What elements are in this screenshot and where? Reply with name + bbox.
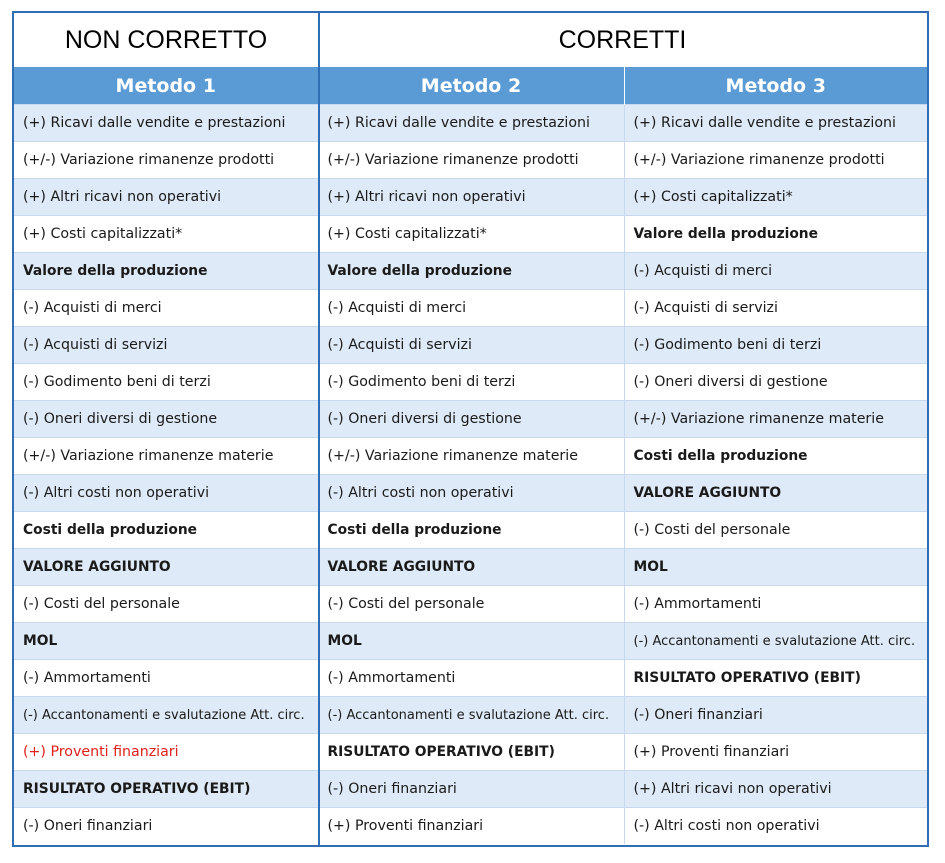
table-cell-method-1: Valore della produzione xyxy=(14,253,318,290)
table-row xyxy=(14,512,927,549)
table-cell-method-2: (+) Proventi finanziari xyxy=(318,808,624,845)
income-statement-comparison-table xyxy=(14,13,927,844)
table-cell-method-1: (+/-) Variazione rimanenze prodotti xyxy=(14,142,318,179)
table-cell-method-3: (-) Accantonamenti e svalutazione Att. circ. xyxy=(624,623,927,660)
table-cell-method-3: VALORE AGGIUNTO xyxy=(624,475,927,512)
table-cell-method-3: Costi della produzione xyxy=(624,438,927,475)
table-cell-method-2: (-) Godimento beni di terzi xyxy=(318,364,624,401)
table-cell-method-1: (+) Ricavi dalle vendite e prestazioni xyxy=(14,105,318,142)
table-cell-method-1: (-) Oneri diversi di gestione xyxy=(14,401,318,438)
table-cell-method-2: (-) Costi del personale xyxy=(318,586,624,623)
table-cell-method-1: (-) Oneri finanziari xyxy=(14,808,318,845)
table-cell-method-3: Valore della produzione xyxy=(624,216,927,253)
table-cell-method-3: (-) Oneri diversi di gestione xyxy=(624,364,927,401)
table-row xyxy=(14,660,927,697)
table-cell-method-2: (+) Costi capitalizzati* xyxy=(318,216,624,253)
table-cell-method-3: (+) Costi capitalizzati* xyxy=(624,179,927,216)
table-cell-method-2: (-) Oneri diversi di gestione xyxy=(318,401,624,438)
table-cell-method-1: (-) Acquisti di merci xyxy=(14,290,318,327)
table-cell-method-2: RISULTATO OPERATIVO (EBIT) xyxy=(318,734,624,771)
table-cell-method-2: (-) Acquisti di merci xyxy=(318,290,624,327)
table-cell-method-2: Valore della produzione xyxy=(318,253,624,290)
table-cell-method-1: (-) Acquisti di servizi xyxy=(14,327,318,364)
table-cell-method-3: (+/-) Variazione rimanenze prodotti xyxy=(624,142,927,179)
table-cell-method-1: (+/-) Variazione rimanenze materie xyxy=(14,438,318,475)
table-row xyxy=(14,253,927,290)
table-row xyxy=(14,734,927,771)
table-cell-method-1: (+) Proventi finanziari xyxy=(14,734,318,771)
method-header-3: Metodo 3 xyxy=(624,67,927,105)
table-cell-method-2: MOL xyxy=(318,623,624,660)
table-cell-method-3: RISULTATO OPERATIVO (EBIT) xyxy=(624,660,927,697)
table-row xyxy=(14,216,927,253)
table-cell-method-3: MOL xyxy=(624,549,927,586)
table-row xyxy=(14,771,927,808)
table-cell-method-3: (-) Godimento beni di terzi xyxy=(624,327,927,364)
table-cell-method-2: (-) Acquisti di servizi xyxy=(318,327,624,364)
table-cell-method-3: (+) Ricavi dalle vendite e prestazioni xyxy=(624,105,927,142)
table-body xyxy=(14,105,927,845)
table-cell-method-2: (+) Altri ricavi non operativi xyxy=(318,179,624,216)
table-row xyxy=(14,586,927,623)
table-cell-method-1: (-) Godimento beni di terzi xyxy=(14,364,318,401)
table-row xyxy=(14,549,927,586)
table-cell-method-1: (-) Altri costi non operativi xyxy=(14,475,318,512)
table-cell-method-3: (-) Oneri finanziari xyxy=(624,697,927,734)
table-cell-method-2: (-) Ammortamenti xyxy=(318,660,624,697)
table-row xyxy=(14,364,927,401)
table-cell-method-1: (-) Ammortamenti xyxy=(14,660,318,697)
group-header-row xyxy=(14,13,927,67)
group-header-non-corretto: NON CORRETTO xyxy=(14,13,318,67)
table-cell-method-2: (-) Oneri finanziari xyxy=(318,771,624,808)
table-row xyxy=(14,697,927,734)
table-cell-method-2: VALORE AGGIUNTO xyxy=(318,549,624,586)
table-cell-method-1: RISULTATO OPERATIVO (EBIT) xyxy=(14,771,318,808)
group-header-corretti: CORRETTI xyxy=(318,13,927,67)
table-cell-method-1: VALORE AGGIUNTO xyxy=(14,549,318,586)
table-cell-method-2: Costi della produzione xyxy=(318,512,624,549)
group-divider xyxy=(318,13,320,845)
table-row xyxy=(14,808,927,845)
table-cell-method-1: (-) Accantonamenti e svalutazione Att. circ. xyxy=(14,697,318,734)
table-cell-method-3: (-) Ammortamenti xyxy=(624,586,927,623)
table-row xyxy=(14,401,927,438)
table-cell-method-3: (-) Acquisti di servizi xyxy=(624,290,927,327)
table-cell-method-1: (-) Costi del personale xyxy=(14,586,318,623)
table-cell-method-2: (+) Ricavi dalle vendite e prestazioni xyxy=(318,105,624,142)
table-cell-method-3: (+) Altri ricavi non operativi xyxy=(624,771,927,808)
table-cell-method-1: (+) Altri ricavi non operativi xyxy=(14,179,318,216)
table-cell-method-3: (+) Proventi finanziari xyxy=(624,734,927,771)
table-cell-method-3: (-) Altri costi non operativi xyxy=(624,808,927,845)
method-header-row xyxy=(14,67,927,105)
table-cell-method-3: (-) Acquisti di merci xyxy=(624,253,927,290)
table-cell-method-3: (+/-) Variazione rimanenze materie xyxy=(624,401,927,438)
table-cell-method-2: (-) Altri costi non operativi xyxy=(318,475,624,512)
table-cell-method-2: (+/-) Variazione rimanenze materie xyxy=(318,438,624,475)
table-cell-method-2: (-) Accantonamenti e svalutazione Att. circ. xyxy=(318,697,624,734)
table-row xyxy=(14,179,927,216)
comparison-table-frame xyxy=(12,11,929,847)
table-row xyxy=(14,438,927,475)
table-cell-method-1: MOL xyxy=(14,623,318,660)
table-cell-method-2: (+/-) Variazione rimanenze prodotti xyxy=(318,142,624,179)
table-row xyxy=(14,105,927,142)
table-row xyxy=(14,475,927,512)
method-header-2: Metodo 2 xyxy=(318,67,624,105)
table-cell-method-1: (+) Costi capitalizzati* xyxy=(14,216,318,253)
table-cell-method-3: (-) Costi del personale xyxy=(624,512,927,549)
table-row xyxy=(14,290,927,327)
table-row xyxy=(14,142,927,179)
table-cell-method-1: Costi della produzione xyxy=(14,512,318,549)
table-row xyxy=(14,623,927,660)
table-row xyxy=(14,327,927,364)
method-header-1: Metodo 1 xyxy=(14,67,318,105)
